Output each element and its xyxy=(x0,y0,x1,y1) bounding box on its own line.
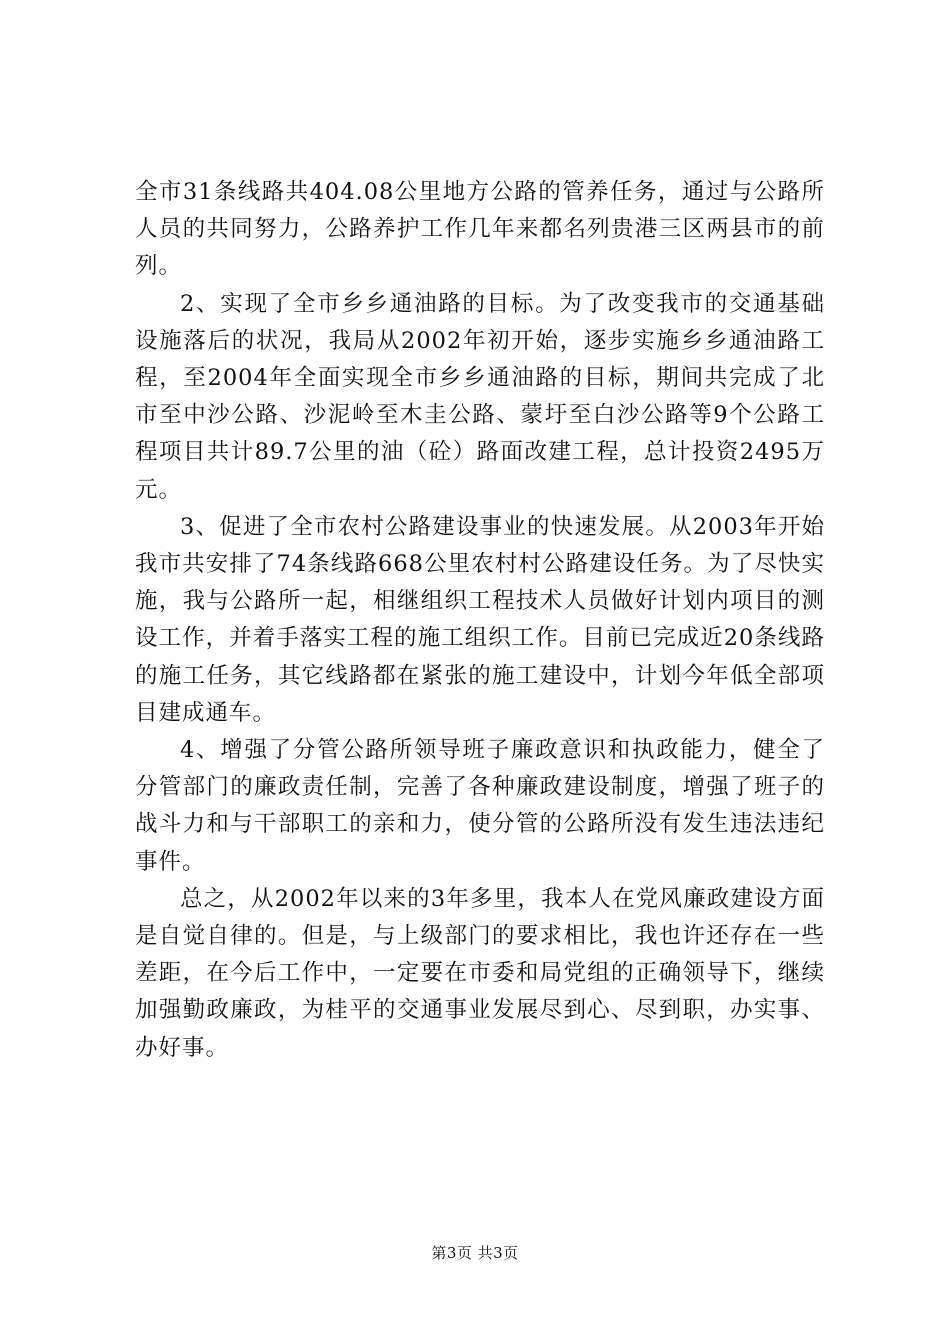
paragraph-conclusion: 总之，从2002年以来的3年多里，我本人在党风廉政建设方面是自觉自律的。但是，与上级部门的要求相比，我也许还存在一些差距，在今后工作中，一定要在市委和局党组的正确领导下，继续加强勤政廉政，为桂平的交通事业发展尽到心、尽到职，办实事、办好事。 xyxy=(135,885,825,1061)
paragraph-continuation: 全市31条线路共404.08公里地方公路的管养任务，通过与公路所人员的共同努力，公路养护工作几年来都名列贵港三区两县市的前列。 xyxy=(135,179,825,280)
paragraph-item-2: 2、实现了全市乡乡通油路的目标。为了改变我市的交通基础设施落后的状况，我局从2002年初开始，逐步实施乡乡通油路工程，至2004年全面实现全市乡乡通油路的目标，期间共完成了北市至中沙公路、沙泥岭至木圭公路、蒙圩至白沙公路等9个公路工程项目共计89.7公里的油（砼）路面改建工程，总计投资2495万元。 xyxy=(135,290,825,503)
paragraph-item-4: 4、增强了分管公路所领导班子廉政意识和执政能力，健全了分管部门的廉政责任制，完善了各种廉政建设制度，增强了班子的战斗力和与干部职工的亲和力，使分管的公路所没有发生违法违纪事件。 xyxy=(135,737,825,875)
document-body xyxy=(135,174,825,1067)
paragraph-item-3: 3、促进了全市农村公路建设事业的快速发展。从2003年开始我市共安排了74条线路668公里农村村公路建设任务。为了尽快实施，我与公路所一起，相继组织工程技术人员做好计划内项目的测设工作，并着手落实工程的施工组织工作。目前已完成近20条线路的施工任务，其它线路都在紧张的施工建设中，计划今年低全部项目建成通车。 xyxy=(135,513,825,726)
page-number-footer: 第3页 共3页 xyxy=(431,1244,519,1262)
